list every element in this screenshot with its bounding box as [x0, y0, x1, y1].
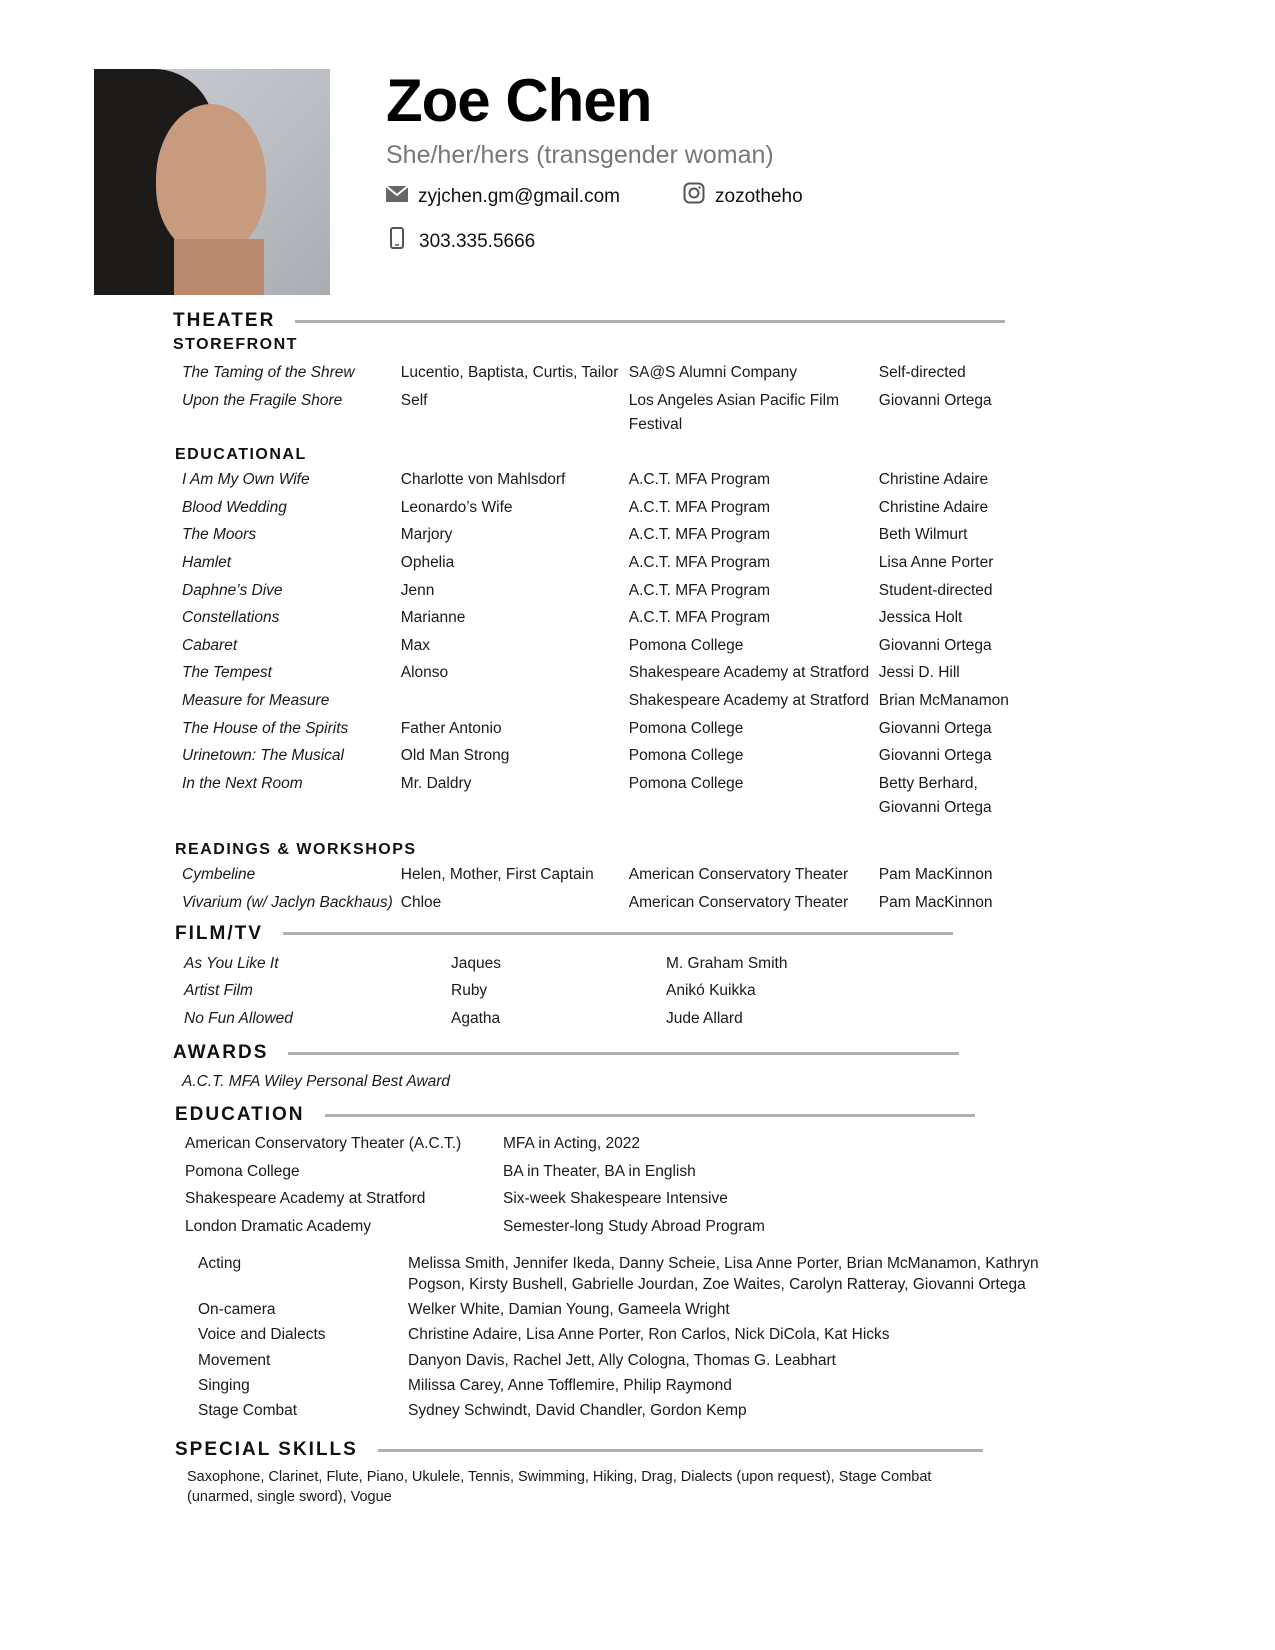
section-heading-special-skills: SPECIAL SKILLS — [175, 1439, 358, 1461]
table-cell: Self — [400, 391, 428, 409]
table-cell: Pam MacKinnon — [878, 866, 993, 884]
table-cell: Artist Film — [184, 982, 253, 1000]
table-cell: Pomona College — [628, 774, 744, 792]
table-cell: Jessi D. Hill — [878, 664, 960, 682]
table-cell: Six-week Shakespeare Intensive — [503, 1190, 728, 1208]
table-cell: Jenn — [400, 581, 435, 599]
table-cell: Upon the Fragile Shore — [182, 391, 343, 409]
email-contact[interactable] — [386, 185, 620, 209]
table-cell: In the Next Room — [182, 774, 303, 792]
section-divider — [283, 932, 953, 935]
section-divider — [378, 1449, 983, 1452]
special-skills-heading-row — [175, 1437, 1275, 1463]
section-divider — [325, 1114, 975, 1117]
table-cell: Measure for Measure — [182, 691, 330, 709]
section-heading-film-tv: FILM/TV — [175, 922, 263, 944]
table-cell: Mr. Daldry — [400, 774, 472, 792]
table-cell: The Tempest — [182, 664, 272, 682]
table-cell: A.C.T. MFA Program — [628, 553, 771, 571]
table-cell: BA in Theater, BA in English — [503, 1162, 696, 1180]
awards-heading-row — [173, 1040, 1275, 1066]
table-cell: Jaques — [451, 954, 501, 972]
table-cell: Shakespeare Academy at Stratford — [628, 691, 870, 709]
instagram-contact[interactable] — [683, 182, 803, 211]
table-cell: Blood Wedding — [182, 498, 287, 516]
table-cell: Pomona College — [628, 747, 744, 765]
table-cell: Jude Allard — [666, 1009, 743, 1027]
education-heading-row — [175, 1102, 1275, 1128]
education-table — [185, 1130, 1275, 1240]
table-cell: M. Graham Smith — [666, 954, 788, 972]
table-cell: Alonso — [400, 664, 449, 682]
special-skills-text: Saxophone, Clarinet, Flute, Piano, Ukulele, Tennis, Swimming, Hiking, Drag, Dialects (upon request), Stage Combat (unarmed, single sword), Vogue — [187, 1469, 932, 1506]
table-cell: Pomona College — [185, 1162, 300, 1180]
table-cell: Marianne — [400, 609, 466, 627]
section-divider — [288, 1052, 959, 1055]
instagram-handle[interactable]: zozotheho — [715, 185, 803, 207]
theater-table — [173, 334, 1275, 917]
table-cell: Los Angeles Asian Pacific Film Festival — [628, 391, 839, 433]
table-cell: Betty Berhard, Giovanni Ortega — [878, 774, 992, 816]
page-title: Zoe Chen — [386, 67, 652, 134]
table-cell: Pam MacKinnon — [878, 893, 993, 911]
envelope-icon — [386, 185, 408, 209]
table-cell: A.C.T. MFA Program — [628, 471, 771, 489]
table-cell: Ophelia — [400, 553, 455, 571]
resume-body — [0, 308, 1275, 1507]
table-cell: Helen, Mother, First Captain — [400, 866, 594, 884]
table-cell: Hamlet — [182, 553, 232, 571]
table-cell: Cabaret — [182, 636, 238, 654]
table-cell: Ruby — [451, 982, 488, 1000]
table-cell: Daphne’s Dive — [182, 581, 283, 599]
table-cell: Urinetown: The Musical — [182, 747, 344, 765]
table-cell: Christine Adaire — [878, 498, 989, 516]
table-cell: Self-directed — [878, 364, 966, 381]
table-cell: The Taming of the Shrew — [182, 364, 355, 381]
table-cell: MFA in Acting, 2022 — [503, 1135, 641, 1153]
table-cell: The House of the Spirits — [182, 719, 349, 737]
table-cell: Old Man Strong — [400, 747, 510, 765]
instagram-icon — [683, 182, 705, 211]
table-cell: Lisa Anne Porter — [878, 553, 994, 571]
table-cell: Chloe — [400, 893, 442, 911]
table-cell: Lucentio, Baptista, Curtis, Tailor — [400, 364, 619, 381]
table-cell: Brian McManamon — [878, 691, 1009, 709]
section-heading-awards: AWARDS — [173, 1042, 269, 1064]
table-cell: SA@S Alumni Company — [628, 364, 797, 381]
table-cell: London Dramatic Academy — [185, 1218, 372, 1236]
table-cell — [401, 687, 629, 715]
table-cell: A.C.T. MFA Program — [628, 581, 771, 599]
table-cell: Welker White, Damian Young, Gameela Wright — [408, 1300, 730, 1318]
theater-heading-row — [173, 308, 1275, 334]
table-cell: Danyon Davis, Rachel Jett, Ally Cologna, Thomas G. Leabhart — [408, 1351, 836, 1369]
table-cell: Melissa Smith, Jennifer Ikeda, Danny Scheie, Lisa Anne Porter, Brian McManamon, Kathryn Pogson, Kirsty Bushell, Gabrielle Jourdan, Zoe Waites, Carolyn Ratteray, Giovanni Ortega — [408, 1254, 1039, 1293]
table-cell: A.C.T. MFA Program — [628, 609, 771, 627]
table-cell: Father Antonio — [400, 719, 502, 737]
table-cell: Giovanni Ortega — [878, 719, 992, 737]
training-table — [198, 1251, 1275, 1424]
headshot-photo — [94, 69, 330, 295]
table-cell: As You Like It — [184, 954, 279, 972]
phone-text[interactable]: 303.335.5666 — [419, 230, 536, 252]
table-cell: Giovanni Ortega — [878, 391, 992, 409]
section-divider — [295, 320, 1005, 323]
pronouns: She/her/hers (transgender woman) — [386, 141, 774, 169]
email-text[interactable]: zyjchen.gm@gmail.com — [418, 186, 620, 207]
table-cell: No Fun Allowed — [184, 1009, 293, 1027]
table-cell: A.C.T. MFA Program — [628, 498, 771, 516]
award-item: A.C.T. MFA Wiley Personal Best Award — [182, 1073, 451, 1091]
table-cell: Christine Adaire — [878, 471, 989, 489]
table-cell: A.C.T. MFA Program — [628, 526, 771, 544]
table-cell: Movement — [198, 1351, 271, 1369]
subheading-educational: EDUCATIONAL — [175, 446, 307, 464]
table-cell: Shakespeare Academy at Stratford — [185, 1190, 426, 1208]
table-cell: Stage Combat — [198, 1402, 298, 1420]
table-cell: American Conservatory Theater (A.C.T.) — [185, 1135, 462, 1153]
table-cell: Sydney Schwindt, David Chandler, Gordon Kemp — [408, 1402, 747, 1420]
table-cell: Acting — [198, 1254, 242, 1272]
table-cell: Charlotte von Mahlsdorf — [400, 471, 566, 489]
phone-icon — [389, 227, 405, 256]
film-tv-heading-row — [175, 921, 1275, 947]
table-cell: Vivarium (w/ Jaclyn Backhaus) — [182, 893, 393, 911]
section-heading-education: EDUCATION — [175, 1104, 305, 1126]
film-tv-table — [184, 950, 1275, 1033]
table-cell: Pomona College — [628, 636, 744, 654]
table-cell: Max — [400, 636, 431, 654]
table-cell: I Am My Own Wife — [182, 471, 310, 489]
table-cell: Singing — [198, 1376, 250, 1394]
table-cell: Pomona College — [628, 719, 744, 737]
table-cell: Leonardo’s Wife — [400, 498, 513, 516]
table-cell: Giovanni Ortega — [878, 636, 992, 654]
table-cell: Jessica Holt — [878, 609, 963, 627]
table-cell: Cymbeline — [182, 866, 256, 884]
subheading-readings: READINGS & WORKSHOPS — [175, 841, 417, 859]
phone-contact[interactable] — [389, 227, 535, 256]
table-cell: American Conservatory Theater — [628, 866, 849, 884]
table-cell: Beth Wilmurt — [878, 526, 968, 544]
table-cell: Student-directed — [878, 581, 993, 599]
table-cell: Anikó Kuikka — [666, 982, 756, 1000]
table-cell: The Moors — [182, 526, 257, 544]
table-cell: Milissa Carey, Anne Tofflemire, Philip Raymond — [408, 1376, 732, 1394]
table-cell: Voice and Dialects — [198, 1326, 326, 1344]
table-cell: Giovanni Ortega — [878, 747, 992, 765]
table-cell: Semester-long Study Abroad Program — [503, 1218, 765, 1236]
table-cell: Shakespeare Academy at Stratford — [628, 664, 870, 682]
table-cell: Constellations — [182, 609, 280, 627]
table-cell: On-camera — [198, 1300, 276, 1318]
table-cell: Agatha — [451, 1009, 501, 1027]
section-heading-theater: THEATER — [173, 310, 276, 331]
table-cell: Marjory — [400, 526, 453, 544]
table-cell: American Conservatory Theater — [628, 893, 849, 911]
table-cell: Christine Adaire, Lisa Anne Porter, Ron Carlos, Nick DiCola, Kat Hicks — [408, 1326, 890, 1344]
subheading-storefront: STOREFRONT — [173, 336, 298, 353]
